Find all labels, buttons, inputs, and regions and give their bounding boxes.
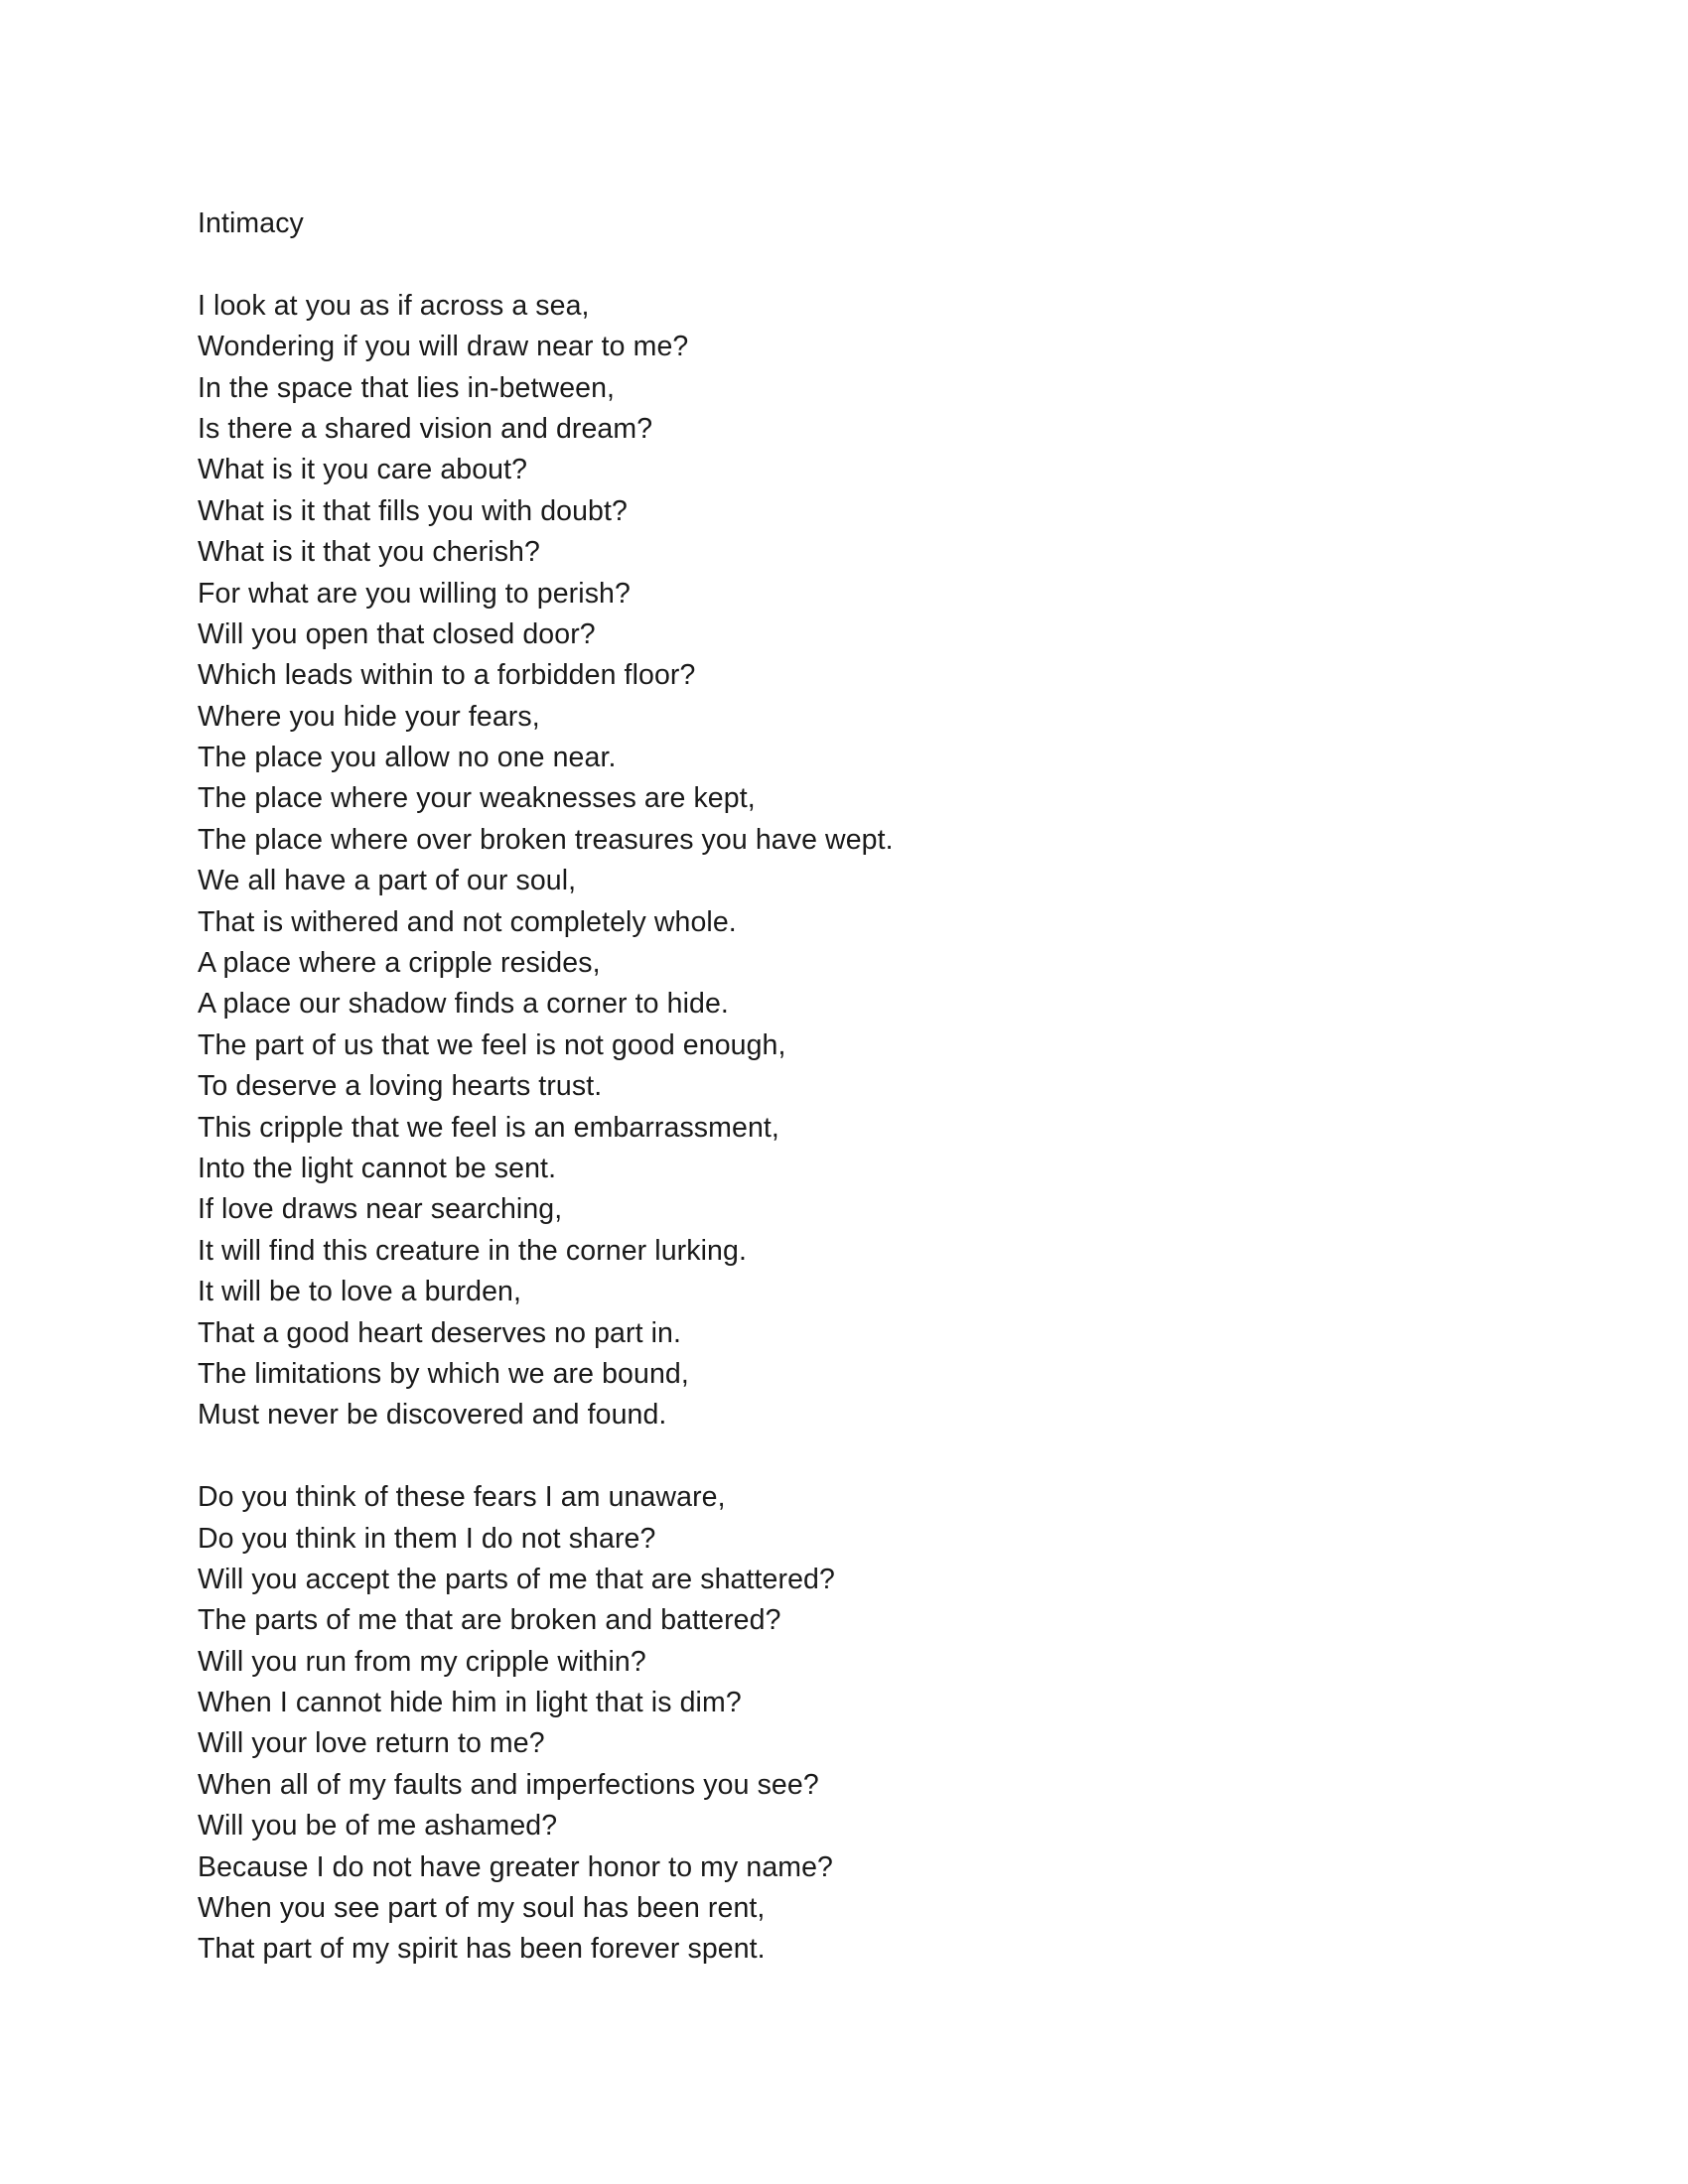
poem-line: That part of my spirit has been forever spent.	[198, 1933, 766, 1966]
poem-line: The parts of me that are broken and battered?	[198, 1604, 781, 1637]
poem-line: It will be to love a burden,	[198, 1276, 521, 1308]
poem-line: In the space that lies in-between,	[198, 371, 616, 404]
poem-line: Will your love return to me?	[198, 1727, 545, 1760]
poem-line: A place where a cripple resides,	[198, 947, 601, 980]
poem-line: Do you think of these fears I am unaware,	[198, 1481, 726, 1514]
poem-line: Is there a shared vision and dream?	[198, 412, 653, 445]
poem-line: What is it that you cherish?	[198, 536, 540, 569]
poem-line: When all of my faults and imperfections you see?	[198, 1768, 819, 1801]
poem-line: Will you be of me ashamed?	[198, 1810, 558, 1843]
poem-line: When you see part of my soul has been rent,	[198, 1892, 766, 1925]
poem-line: A place our shadow finds a corner to hide.	[198, 988, 729, 1021]
poem-line: Where you hide your fears,	[198, 700, 540, 733]
poem-line: The place you allow no one near.	[198, 742, 617, 774]
poem-line: Do you think in them I do not share?	[198, 1522, 656, 1555]
spacer	[198, 244, 1488, 285]
poem-line: What is it that fills you with doubt?	[198, 494, 628, 527]
poem-line: The part of us that we feel is not good enough,	[198, 1028, 786, 1061]
poem-line: For what are you willing to perish?	[198, 577, 631, 610]
poem-line: This cripple that we feel is an embarrassment,	[198, 1111, 779, 1144]
poem-line: That is withered and not completely whole.	[198, 905, 737, 938]
poem-line: We all have a part of our soul,	[198, 865, 577, 897]
poem-body	[198, 286, 1488, 1971]
stanza	[198, 286, 1488, 1436]
stanza-break	[198, 1436, 1488, 1477]
poem-line: Into the light cannot be sent.	[198, 1152, 557, 1184]
poem-line: Will you open that closed door?	[198, 617, 596, 650]
poem-line: What is it you care about?	[198, 454, 528, 486]
poem-title: Intimacy	[198, 207, 304, 239]
poem	[198, 204, 1488, 1971]
poem-line: Must never be discovered and found.	[198, 1399, 667, 1432]
poem-line: Because I do not have greater honor to my name?	[198, 1850, 834, 1883]
poem-line: The place where over broken treasures you have wept.	[198, 823, 894, 856]
poem-line: If love draws near searching,	[198, 1193, 563, 1226]
poem-line: The place where your weaknesses are kept,	[198, 782, 756, 815]
poem-line: When I cannot hide him in light that is dim?	[198, 1687, 742, 1719]
poem-line: It will find this creature in the corner lurking.	[198, 1234, 747, 1267]
poem-line: Will you run from my cripple within?	[198, 1645, 646, 1678]
poem-line: Will you accept the parts of me that are shattered?	[198, 1563, 835, 1595]
poem-line: Wondering if you will draw near to me?	[198, 331, 689, 363]
stanza	[198, 1477, 1488, 1971]
poem-line: The limitations by which we are bound,	[198, 1357, 689, 1390]
poem-line: To deserve a loving hearts trust.	[198, 1070, 603, 1103]
poem-line: I look at you as if across a sea,	[198, 289, 590, 322]
poem-line: That a good heart deserves no part in.	[198, 1316, 682, 1349]
poem-line: Which leads within to a forbidden floor?	[198, 659, 696, 692]
